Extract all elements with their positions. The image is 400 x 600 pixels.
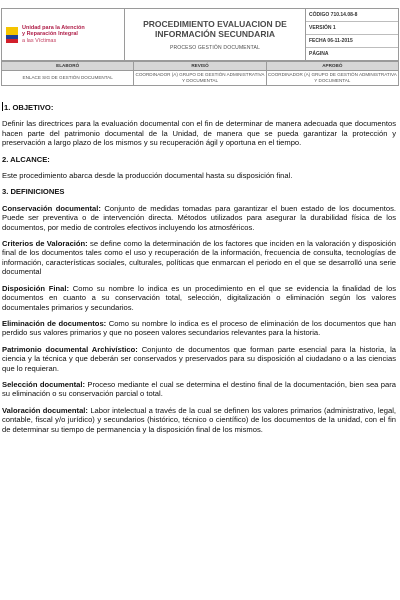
definition-term: Valoración documental: bbox=[2, 405, 88, 415]
document-version: VERSIÓN 1 bbox=[306, 22, 398, 35]
logo-text: Unidad para la Atención y Reparación Integral a las Víctimas bbox=[22, 24, 85, 44]
elaboro-value: ENLACE SIG DE GESTIÓN DOCUMENTAL bbox=[2, 71, 134, 86]
definition-text: Conjunto de medidas tomadas para garantizar el buen estado de los documentos. Puede ser preventiva o de intervención directa. Métodos utilizados para asegurar la durabilidad física de los documentos, por medio de controles efectivos incluyendo los atmosféricos. bbox=[2, 203, 396, 232]
definition-term: Disposición Final: bbox=[2, 283, 70, 293]
reviso-header: REVISÓ bbox=[134, 62, 266, 71]
definition-term: Eliminación de documentos: bbox=[2, 318, 107, 328]
definition-text: Labor intelectual a través de la cual se definen los valores primarios (administrativo, legal, contable, fiscal y/o jurídico) y secundarios (histórico, técnico o científico) de los documentos de la unidad, con el fin de determinar su tiempo de permanencia y la disposición final de los mismos. bbox=[2, 405, 396, 434]
section-definiciones-title: 3. DEFINICIONES bbox=[2, 187, 65, 197]
title-cell bbox=[125, 9, 306, 61]
definition-text: se define como la determinación de los factores que inciden en la valoración y disposición final de los documentos tales como el uso y recuperación de la información, frecuencia de consulta, tecnologías de información, características sociales, culturales, políticas que enmarcan el periodo en el que se desarrolló una serie documental bbox=[2, 239, 396, 277]
process-name: PROCESO GESTIÓN DOCUMENTAL bbox=[169, 44, 261, 51]
definition-item bbox=[2, 406, 396, 434]
definition-text: Como su nombre lo indica es un procedimiento en el que se evidencia la finalidad de los documentos en cuanto a su conservación total, selección, digitalización o eliminación según los valores documentales primarios y secundarios. bbox=[2, 283, 396, 312]
document-date: FECHA 06-11-2015 bbox=[306, 35, 398, 48]
document-title: PROCEDIMIENTO EVALUACION DE INFORMACIÓN SECUNDARIA bbox=[143, 18, 287, 39]
section-alcance-title: 2. ALCANCE: bbox=[2, 154, 50, 164]
definition-item bbox=[2, 204, 396, 232]
elaboro-header: ELABORÓ bbox=[2, 62, 134, 71]
text-cursor-icon bbox=[2, 102, 3, 111]
definition-term: Patrimonio documental Archivístico: bbox=[2, 344, 138, 354]
reviso-value: COORDINADOR (A) GRUPO DE GESTIÓN ADMINISTRATIVA Y DOCUMENTAL bbox=[134, 71, 266, 86]
definition-item bbox=[2, 345, 396, 373]
definition-term: Selección documental: bbox=[2, 379, 86, 389]
definition-item bbox=[2, 284, 396, 312]
definition-term: Conservación documental: bbox=[2, 203, 101, 213]
section-objetivo-title: 1. OBJETIVO: bbox=[4, 103, 54, 112]
aprobo-value: COORDINADOR (A) GRUPO DE GESTIÓN ADMINISTRATIVA Y DOCUMENTAL bbox=[266, 71, 398, 86]
document-control-cell bbox=[306, 9, 399, 61]
definition-text: Conjunto de documentos que forman parte esencial para la historia, la ciencia y la técnica y que deberán ser conservados y preservados para su disposición al ciudadano o a las ciencias que lo requieran. bbox=[2, 344, 396, 373]
definition-text: Proceso mediante el cual se determina el destino final de la documentación, bien sea para su eliminación o su conservación parcial o total. bbox=[2, 379, 396, 399]
section-alcance-text: Este procedimiento abarca desde la producción documental hasta su disposición final. bbox=[2, 171, 293, 181]
colombia-flag-icon bbox=[6, 27, 18, 43]
definition-text: Como su nombre lo indica es el proceso de eliminación de los documentos que han perdido sus valores primarios y que no poseen valores secundarios relevantes para la historia. bbox=[2, 318, 397, 338]
document-body bbox=[2, 102, 396, 441]
definition-item bbox=[2, 239, 396, 277]
document-header bbox=[1, 8, 399, 86]
definition-term: Criterios de Valoración: bbox=[2, 239, 88, 249]
section-objetivo-text: Definir las directrices para la evaluación documental con el fin de determinar de manera adecuada que documentos hacen parte del patrimonio documental de la Unidad, de manera que se pueda garantizar la protección y preservación a largo plazo de los mismos y su recuperación ágil y oportuna en el tiempo. bbox=[2, 119, 396, 148]
document-code: CÓDIGO 710.14.08-8 bbox=[306, 9, 398, 22]
logo-cell bbox=[2, 9, 125, 61]
approval-table bbox=[1, 61, 399, 86]
aprobo-header: APROBÓ bbox=[266, 62, 398, 71]
definition-item bbox=[2, 319, 396, 338]
unidad-victimas-logo bbox=[2, 25, 124, 45]
document-page: PÁGINA bbox=[309, 51, 329, 57]
definition-item bbox=[2, 380, 396, 399]
header-table bbox=[1, 8, 399, 61]
